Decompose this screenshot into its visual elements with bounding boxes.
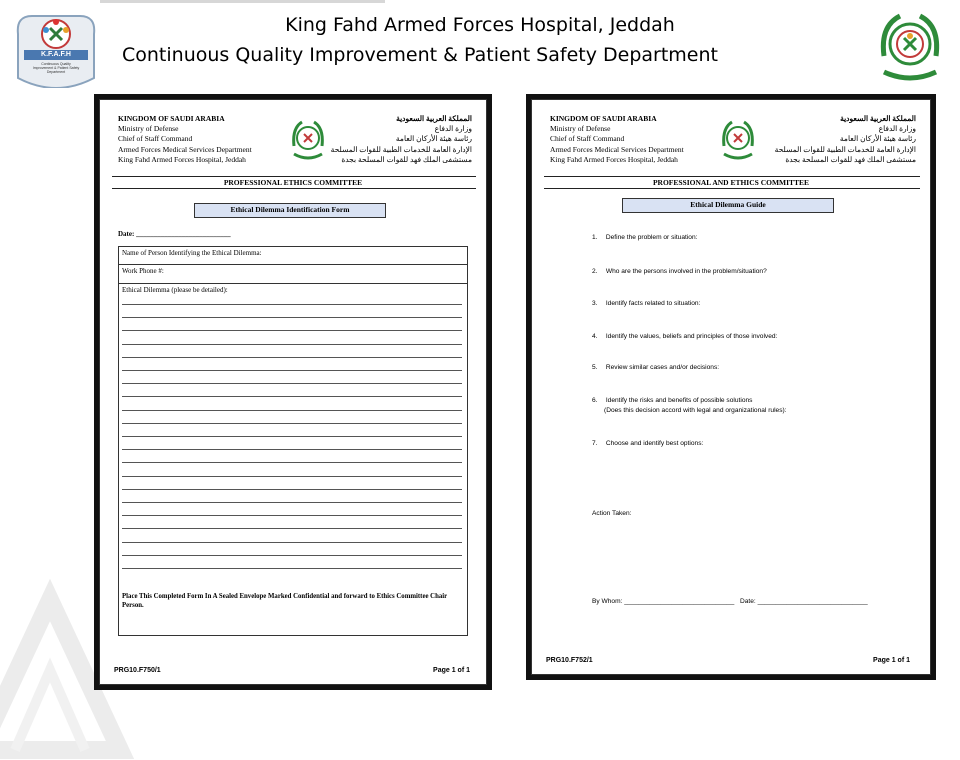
form-code: PRG10.F750/1	[114, 667, 161, 674]
kfafh-logo-text: K.F.A.F.H	[41, 51, 71, 58]
committee-divider	[112, 188, 476, 189]
writing-line	[122, 476, 462, 477]
step-text: Who are the persons involved in the problem/situation?	[605, 268, 767, 275]
by-whom-field: By Whom: ______________________________	[592, 598, 735, 605]
writing-line	[122, 410, 462, 411]
writing-line	[122, 436, 462, 437]
writing-line	[122, 304, 462, 305]
hospital-title: King Fahd Armed Forces Hospital, Jeddah	[285, 14, 675, 36]
doc-header-ar-line: رئاسة هيئة الأركان العامة	[395, 134, 472, 144]
guide-step	[592, 364, 719, 371]
committee-divider	[544, 188, 920, 189]
kfafh-logo-subtext: Continuous Quality Improvement & Patient Safety Department	[32, 62, 80, 74]
writing-line	[122, 515, 462, 516]
date-field: Date: ___________________________	[118, 230, 231, 238]
step6-subtext: (Does this decision accord with legal and organizational rules):	[604, 407, 787, 414]
step-text: Define the problem or situation:	[605, 234, 698, 241]
guide-step	[592, 300, 700, 307]
header-divider	[544, 176, 920, 177]
step-text: Identify the values, beliefs and principles of those involved:	[605, 333, 778, 340]
doc-header-en-line: Ministry of Defense	[118, 124, 179, 134]
identification-form-page	[94, 94, 492, 690]
action-taken-label: Action Taken:	[592, 510, 632, 517]
doc-header-en-line: Chief of Staff Command	[550, 134, 625, 144]
guide-step	[592, 268, 767, 275]
committee-name: PROFESSIONAL AND ETHICS COMMITTEE	[652, 178, 810, 187]
doc-header-en-line: King Fahd Armed Forces Hospital, Jeddah	[550, 154, 678, 164]
step-text: Review similar cases and/or decisions:	[605, 364, 720, 371]
doc-header-en-line: KINGDOM OF SAUDI ARABIA	[550, 114, 657, 123]
step-text: Choose and identify best options:	[605, 440, 704, 447]
step-text: Identify facts related to situation:	[605, 300, 701, 307]
step-number: 3.	[592, 300, 598, 307]
doc-header-ar-line: وزارة الدفاع	[434, 124, 472, 134]
doc-header-ar-line: وزارة الدفاع	[878, 124, 916, 134]
doc-header-en-line: Chief of Staff Command	[118, 134, 193, 144]
writing-line	[122, 528, 462, 529]
writing-line	[122, 568, 462, 569]
doc-header-ar-line: مستشفى الملك فهد للقوات المسلحة بجدة	[341, 154, 472, 164]
step-number: 4.	[592, 333, 598, 340]
committee-name: PROFESSIONAL ETHICS COMMITTEE	[223, 178, 363, 187]
writing-line	[122, 344, 462, 345]
writing-line	[122, 383, 462, 384]
doc-emblem-icon	[718, 116, 758, 162]
doc-header-en	[550, 114, 684, 165]
step-number: 1.	[592, 234, 598, 241]
doc-header-ar-line: رئاسة هيئة الأركان العامة	[839, 134, 916, 144]
doc-header-en	[118, 114, 252, 165]
doc-header-ar-line: الإدارة العامة للخدمات الطبية للقوات المسلحة	[330, 144, 472, 154]
step-number: 6.	[592, 397, 598, 404]
doc-header-ar-line: المملكة العربية السعودية	[396, 114, 472, 123]
dilemma-guide-page	[526, 94, 936, 680]
writing-line	[122, 396, 462, 397]
submission-instruction: Place This Completed Form In A Sealed Envelope Marked Confidential and forward to Ethics Committee Chair Person.	[122, 593, 448, 609]
date-field: Date: ______________________________	[740, 598, 868, 605]
writing-line	[122, 330, 462, 331]
guide-step	[592, 440, 703, 447]
dilemma-row: Ethical Dilemma (please be detailed):	[122, 286, 228, 294]
writing-line	[122, 317, 462, 318]
doc-header-en-line: KINGDOM OF SAUDI ARABIA	[118, 114, 225, 123]
doc-header-ar-line: الإدارة العامة للخدمات الطبية للقوات المسلحة	[774, 144, 916, 154]
writing-line	[122, 357, 462, 358]
writing-line	[122, 370, 462, 371]
phone-row: Work Phone #:	[119, 265, 467, 284]
guide-title: Ethical Dilemma Guide	[622, 198, 834, 213]
writing-line	[122, 555, 462, 556]
step-number: 7.	[592, 440, 598, 447]
writing-line	[122, 423, 462, 424]
doc-header-en-line: King Fahd Armed Forces Hospital, Jeddah	[118, 154, 246, 164]
doc-header-en-line: Armed Forces Medical Services Department	[550, 144, 684, 154]
doc-header-ar-line: مستشفى الملك فهد للقوات المسلحة بجدة	[785, 154, 916, 164]
writing-line	[122, 502, 462, 503]
guide-step	[592, 333, 777, 340]
step-number: 2.	[592, 268, 598, 275]
writing-line	[122, 462, 462, 463]
writing-line	[122, 542, 462, 543]
form-code: PRG10.F752/1	[546, 657, 593, 664]
doc-header-ar	[331, 114, 472, 165]
writing-line	[122, 489, 462, 490]
page-number: Page 1 of 1	[873, 657, 910, 664]
doc-header-ar	[775, 114, 916, 165]
form-title: Ethical Dilemma Identification Form	[194, 203, 386, 218]
doc-header-en-line: Ministry of Defense	[550, 124, 611, 134]
header-divider	[112, 176, 476, 177]
top-rule	[100, 0, 385, 3]
doc-header-ar-line: المملكة العربية السعودية	[840, 114, 916, 123]
name-row: Name of Person Identifying the Ethical Dilemma:	[119, 247, 467, 265]
step-number: 5.	[592, 364, 598, 371]
doc-header-en-line: Armed Forces Medical Services Department	[118, 144, 252, 154]
step-text: Identify the risks and benefits of possible solutions	[605, 397, 753, 404]
page-number: Page 1 of 1	[433, 667, 470, 674]
guide-step	[592, 397, 752, 404]
department-title: Continuous Quality Improvement & Patient Safety Department	[122, 44, 718, 66]
writing-line	[122, 449, 462, 450]
doc-emblem-icon	[288, 116, 328, 162]
guide-step	[592, 234, 697, 241]
